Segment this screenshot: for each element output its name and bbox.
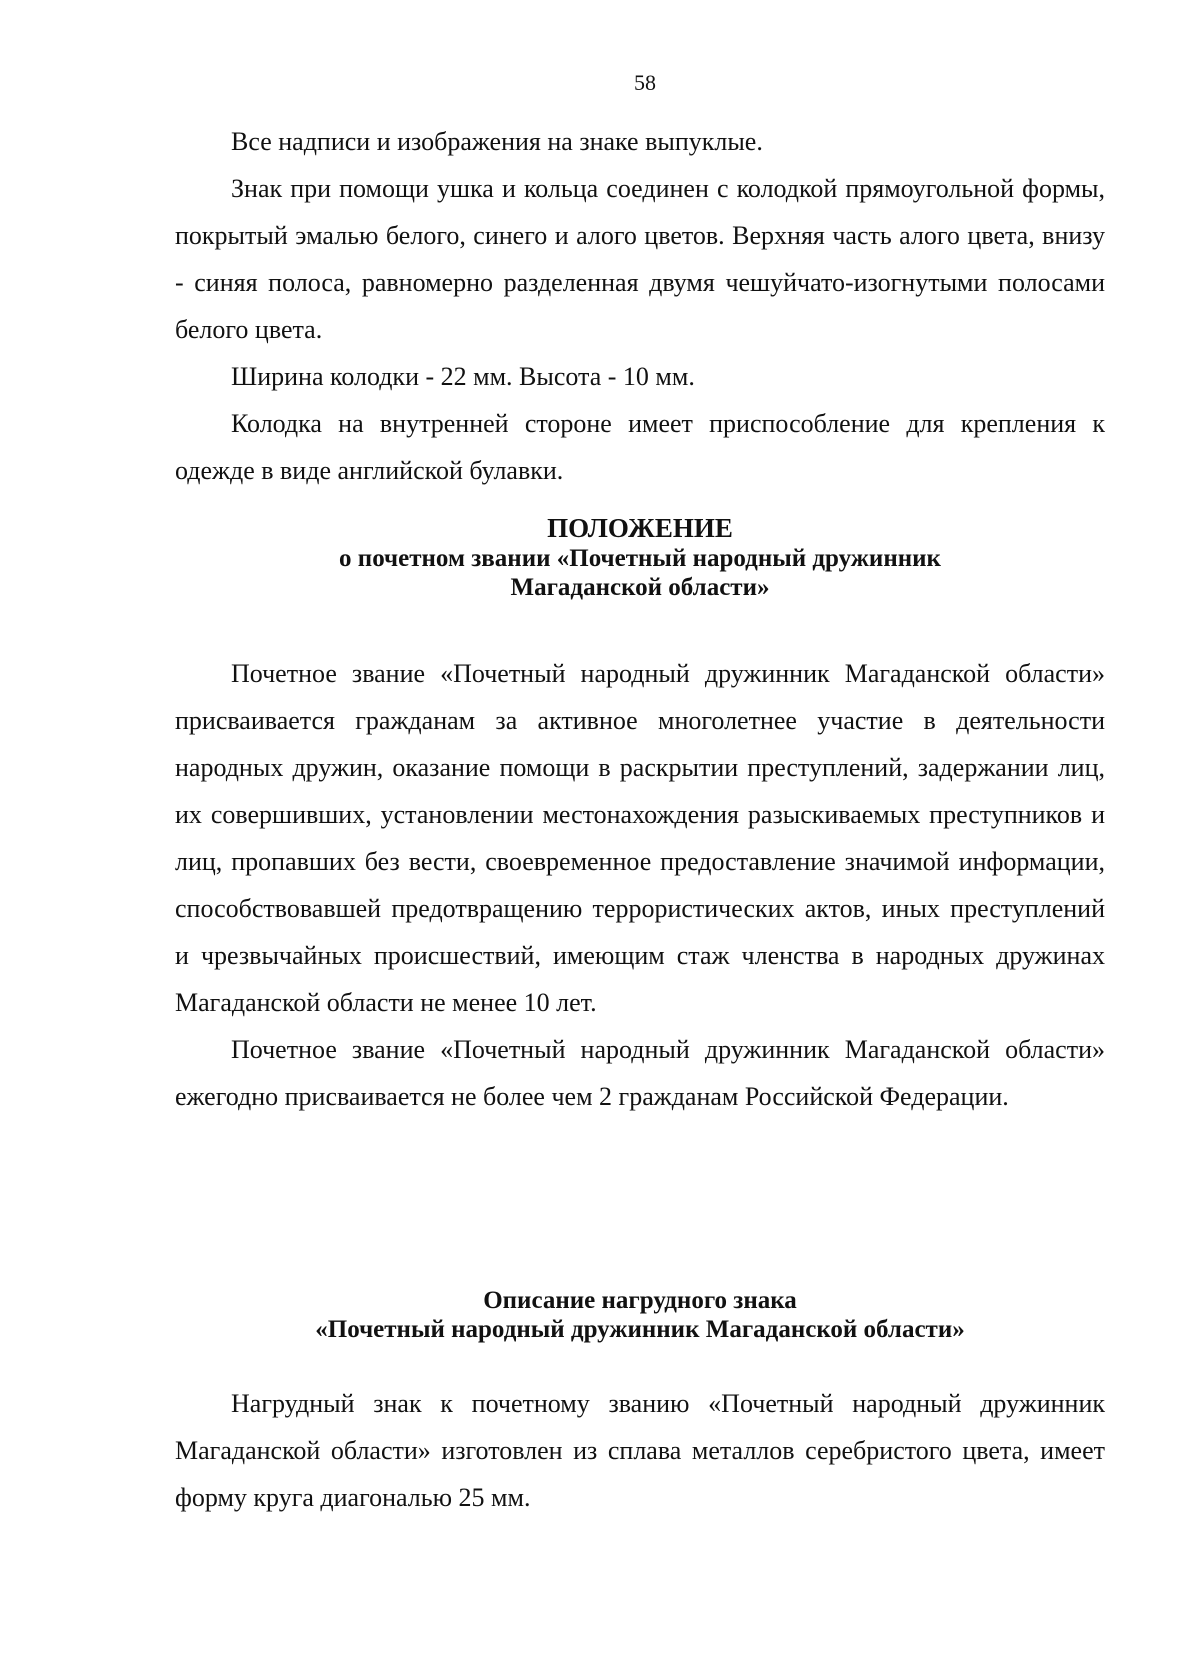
badge-section <box>175 1380 1105 1521</box>
regulation-heading <box>175 512 1105 602</box>
paragraph-pin-fastening: Колодка на внутренней стороне имеет приспособление для крепления к одежде в виде английской булавки. <box>175 409 1105 485</box>
paragraph-title-criteria: Почетное звание «Почетный народный дружинник Магаданской области» присваивается гражданам за активное многолетнее участие в деятельности народных дружин, оказание помощи в раскрытии преступлений, задержании лиц, их совершивших, установлении местонахождения разыскиваемых преступников и лиц, пропавших без вести, своевременное предоставление значимой информации, способствовавшей предотвращению террористических актов, иных преступлений и чрезвычайных происшествий, имеющим стаж членства в народных дружинах Магаданской области не менее 10 лет. <box>175 659 1105 1017</box>
paragraph-annual-limit: Почетное звание «Почетный народный дружинник Магаданской области» ежегодно присваивается не более чем 2 гражданам Российской Федерации. <box>175 1035 1105 1111</box>
intro-section <box>175 118 1105 494</box>
paragraph-badge-description: Нагрудный знак к почетному званию «Почетный народный дружинник Магаданской области» изготовлен из сплава металлов серебристого цвета, имеет форму круга диагональю 25 мм. <box>175 1389 1105 1512</box>
paragraph-bar-dimensions: Ширина колодки - 22 мм. Высота - 10 мм. <box>231 362 695 391</box>
page-number: 58 <box>634 70 656 95</box>
regulation-subtitle-line-2: Магаданской области» <box>510 574 770 601</box>
badge-subtitle: «Почетный народный дружинник Магаданской области» <box>315 1316 965 1343</box>
regulation-subtitle-line-1: о почетном звании «Почетный народный дружинник <box>339 545 941 572</box>
regulation-section <box>175 650 1105 1120</box>
paragraph-raised-inscriptions: Все надписи и изображения на знаке выпуклые. <box>231 127 763 156</box>
regulation-title: ПОЛОЖЕНИЕ <box>547 513 733 543</box>
badge-heading <box>175 1286 1105 1344</box>
badge-title: Описание нагрудного знака <box>483 1287 797 1314</box>
paragraph-ribbon-bar: Знак при помощи ушка и кольца соединен с колодкой прямоугольной формы, покрытый эмалью белого, синего и алого цветов. Верхняя часть алого цвета, внизу - синяя полоса, равномерно разделенная двумя чешуйчато-изогнутыми полосами белого цвета. <box>175 174 1105 344</box>
